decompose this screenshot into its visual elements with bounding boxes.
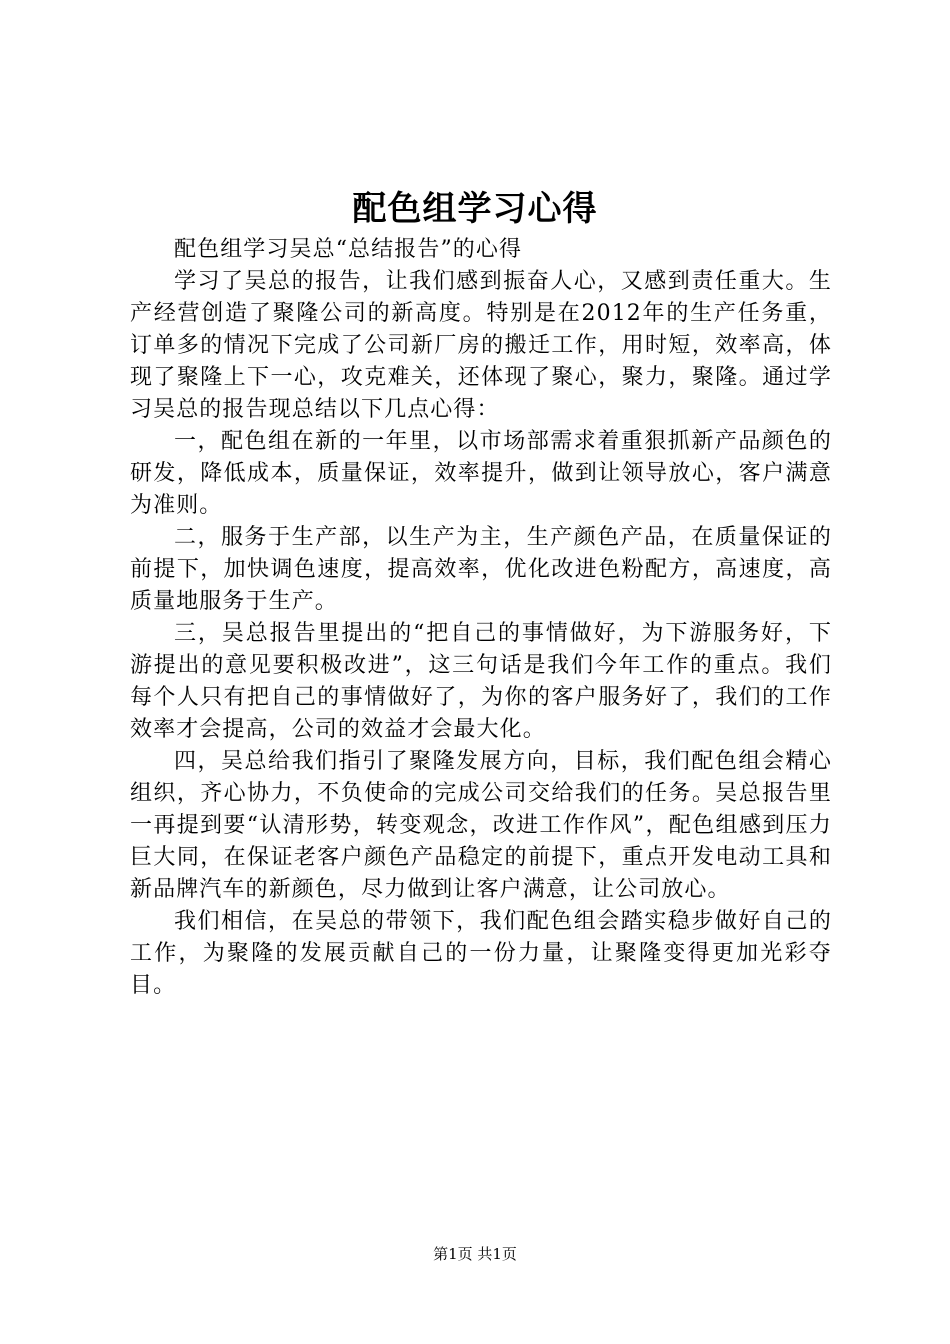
paragraph-intro: 学习了吴总的报告，让我们感到振奋人心，又感到责任重大。生产经营创造了聚隆公司的新高度。特别是在2012年的生产任务重，订单多的情况下完成了公司新厂房的搬迁工作，用时短，效率高，体现了聚隆上下一心，攻克难关，还体现了聚心，聚力，聚隆。通过学习吴总的报告现总结以下几点心得： <box>130 269 832 422</box>
document-title: 配色组学习心得 <box>352 189 598 229</box>
paragraph-point-3: 三，吴总报告里提出的“把自己的事情做好，为下游服务好，下游提出的意见要积极改进”，这三句话是我们今年工作的重点。我们每个人只有把自己的事情做好了，为你的客户服务好了，我们的工作效率才会提高，公司的效益才会最大化。 <box>130 621 832 742</box>
document-body <box>130 234 832 1002</box>
paragraph-point-1: 一，配色组在新的一年里，以市场部需求着重狠抓新产品颜色的研发，降低成本，质量保证，效率提升，做到让领导放心，客户满意为准则。 <box>130 429 832 518</box>
paragraph-subtitle: 配色组学习吴总“总结报告”的心得 <box>174 237 523 262</box>
paragraph-point-4: 四，吴总给我们指引了聚隆发展方向，目标，我们配色组会精心组织，齐心协力，不负使命的完成公司交给我们的任务。吴总报告里一再提到要“认清形势，转变观念，改进工作作风”，配色组感到压力巨大同，在保证老客户颜色产品稳定的前提下，重点开发电动工具和新品牌汽车的新颜色，尽力做到让客户满意，让公司放心。 <box>130 749 832 902</box>
paragraph-point-2: 二，服务于生产部，以生产为主，生产颜色产品，在质量保证的前提下，加快调色速度，提高效率，优化改进色粉配方，高速度，高质量地服务于生产。 <box>130 525 832 614</box>
page-number-footer: 第1页 共1页 <box>433 1245 517 1263</box>
paragraph-conclusion: 我们相信，在吴总的带领下，我们配色组会踏实稳步做好自己的工作，为聚隆的发展贡献自己的一份力量，让聚隆变得更加光彩夺目。 <box>130 909 832 998</box>
